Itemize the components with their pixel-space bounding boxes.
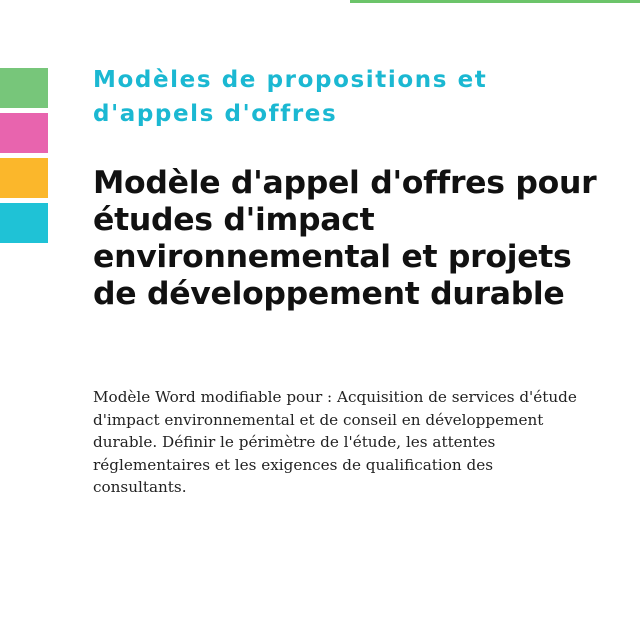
- yellow-color-bar: [0, 158, 48, 198]
- page-title: Modèle d'appel d'offres pour études d'impact environnemental et projets de développement durable: [93, 165, 597, 312]
- green-color-bar: [0, 68, 48, 108]
- cyan-color-bar: [0, 203, 48, 243]
- top-accent-line: [350, 0, 640, 3]
- category-heading: Modèles de propositions et d'appels d'offres: [93, 67, 488, 127]
- description-text: Modèle Word modifiable pour : Acquisition de services d'étude d'impact environnemental et de conseil en développement durable. Définir le périmètre de l'étude, les attentes réglementaires et les exigences de qualification des consultants.: [93, 388, 577, 496]
- pink-color-bar: [0, 113, 48, 153]
